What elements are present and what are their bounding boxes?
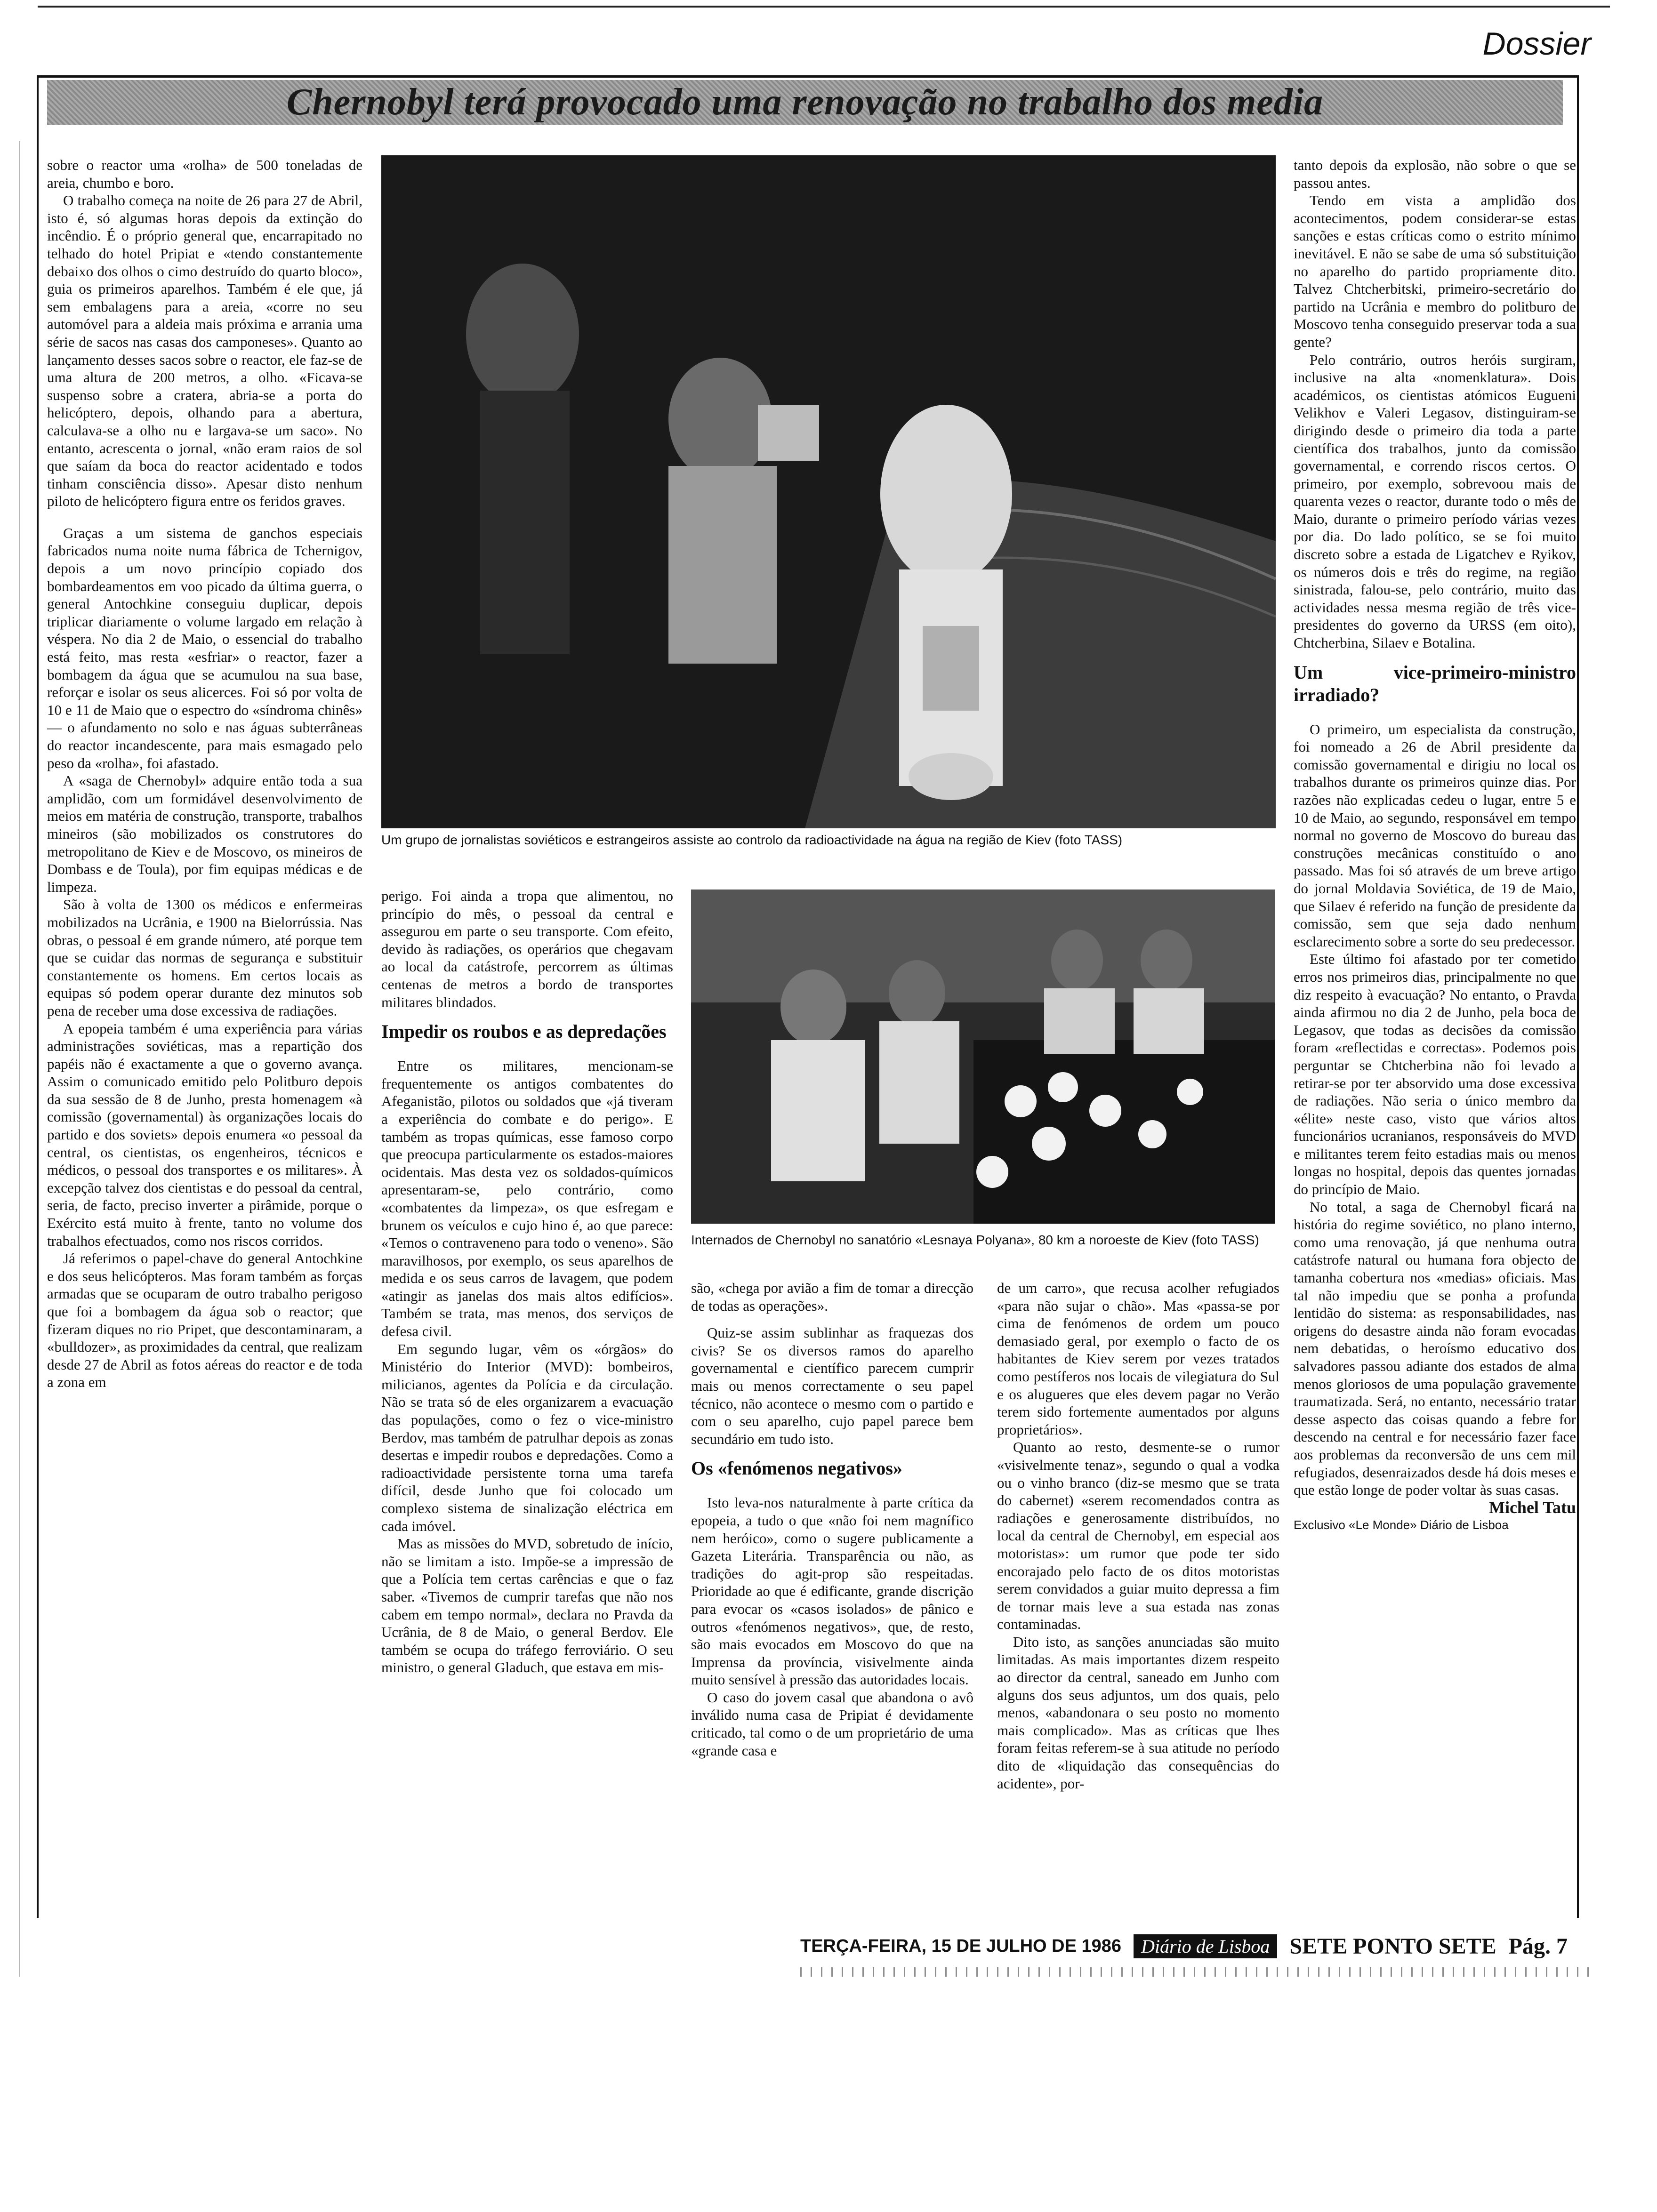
paragraph: sobre o reactor uma «rolha» de 500 toneladas de areia, chumbo e boro. xyxy=(47,157,362,191)
scan-noise xyxy=(800,1967,1591,1977)
paragraph: Entre os militares, mencionam-se frequentemente os antigos combatentes do Afeganistão, pilotos ou soldados que «já tiveram a experiência do combate e do perigo». E também as tropas químicas, esse famoso corpo que preocupa particularmente os estados-maiores ocidentais. Mas desta vez os soldados-químicos apresentaram-se, pelo contrário, como «combatentes da limpeza», os que esfregam e brunem os veículos e cujo hino é, ao que parece: «Temos o contraveneno para todo o veneno». São maravilhosos, por exemplo, os seus aparelhos de medida e os seus carros de lavagem, que podem «atingir as janelas dos mais altos edifícios». Também se trata, mas menos, dos serviços de defesa civil. xyxy=(381,1058,673,1340)
section-label: Dossier xyxy=(1482,26,1591,62)
photo-sanatorium-image xyxy=(691,890,1275,1224)
paragraph: Este último foi afastado por ter cometido erros nos primeiros dias, principalmente no que diz respeito à evacuação? No entanto, o Pravda ainda afirmou no dia 2 de Junho, pela boca de Legasov, que todas as decisões da comissão foram «reflectidas e correctas». Podemos pois perguntar se Chtcherbina não foi levado a retirar-se por ter absorvido uma dose excessiva de radiações. Não seria o único membro da «élite» neste caso, visto que vários altos funcionários ucranianos, responsáveis do MVD e militantes terem feito estadias mais ou menos longas no hospital, depois das quentes jornadas do princípio de Maio. xyxy=(1294,951,1576,1198)
paragraph: são, «chega por avião a fim de tomar a direcção de todas as operações». xyxy=(691,1280,973,1314)
paragraph: No total, a saga de Chernobyl ficará na história do regime soviético, no plano interno, como uma renovação, já que nenhuma outra catástrofe natural ou humana fora objecto de tamanha cobertura nos «medias» oficiais. Mas tal não impediu que se ponha a profunda lentidão do sistema: as responsabilidades, nas origens do desastre ainda não foram evocadas nem debatidas, o heroísmo educativo dos salvadores passou adiante dos estados de alma menos gloriosos de uma população gravemente traumatizada. Será, no entanto, necessário tratar desse aspecto das coisas quando a febre for descendo na central e for necessário fazer face aos problemas da reconversão de uns cem mil refugiados, desenraizados desde há dois meses e que estão longe de poder voltar às suas casas. xyxy=(1294,1198,1576,1499)
column-3 xyxy=(691,1279,973,1759)
paragraph: Isto leva-nos naturalmente à parte crítica da epopeia, a tudo o que «não foi nem magnífico nem heróico», como o sugere publicamente a Gazeta Literária. Transparência ou não, as tradições do agit-prop são respeitadas. Prioridade ao que é edificante, grande discrição para evocar os «casos isolados» de pânico e outros «fenómenos negativos», que, de resto, são mais evocados em Moscovo do que na Imprensa da província, visivelmente ainda muito sensível à pressão das autoridades locais. xyxy=(691,1494,973,1688)
paragraph: Dito isto, as sanções anunciadas são muito limitadas. As mais importantes dizem respeito ao director da central, saneado em Junho com alguns dos seus adjuntos, um dos quais, pelo menos, «abandonara o seu posto no momento mais complicado». Mas as críticas que lhes foram feitas referem-se à sua atitude no período dito de «liquidação das consequências do acidente», por- xyxy=(997,1633,1279,1792)
paragraph: Mas as missões do MVD, sobretudo de início, não se limitam a isto. Impõe-se a impressão de que a Polícia tem certas carências e que o faz saber. «Tivemos de cumprir tarefas que não nos cabem em tempo normal», declara no Pravda da Ucrânia, de 8 de Maio, o general Berdov. Ele também se ocupa do tráfego ferroviário. O seu ministro, o general Gladuch, que estava em mis- xyxy=(381,1535,673,1676)
page-number: Pág. 7 xyxy=(1508,1933,1568,1959)
paragraph: São à volta de 1300 os médicos e enfermeiras mobilizados na Ucrânia, e 1900 na Bielorrússia. Nas obras, o pessoal é em grande número, até porque tem que se cuidar das normas de segurança e substituir constantemente os homens. Em certos locais as equipas só podem operar durante dez minutos sob pena de receber uma dose excessiva de radiações. xyxy=(47,896,362,1019)
photo-journalists-radioactivity xyxy=(381,155,1276,828)
paragraph: Tendo em vista a amplidão dos acontecimentos, podem considerar-se estas sanções e estas críticas como o estrito mínimo inevitável. E não se sabe de uma só substituição no aparelho do partido propriamente dito. Talvez Chtcherbitski, primeiro-secretário do partido na Ucrânia e membro do politburo de Moscovo tenha conseguido preservar toda a sua gente? xyxy=(1294,192,1576,350)
paragraph: de um carro», que recusa acolher refugiados «para não sujar o chão». Mas «passa-se por cima de fenómenos de ordem um pouco demasiado geral, por exemplo o facto de os habitantes de Kiev serem por vezes tratados como pestíferos nos locais de vilegiatura do Sul e os alugueres que eles devem pagar no Verão terem sido fortemente aumentados por alguns proprietários». xyxy=(997,1280,1279,1438)
subheading: Um vice-primeiro-ministro irradiado? xyxy=(1294,661,1576,705)
column-1 xyxy=(47,156,362,1391)
photo-caption: Um grupo de jornalistas soviéticos e estrangeiros assiste ao controlo da radioactividade na água na região de Kiev (foto TASS) xyxy=(381,833,1123,847)
source-credit: Exclusivo «Le Monde» Diário de Lisboa xyxy=(1294,1518,1509,1532)
paragraph: Quanto ao resto, desmente-se o rumor «visivelmente tenaz», segundo o qual a vodka ou o vinho branco (diz-se mesmo que se trata do cabernet) «serem recomendados contra as radiações e generosamente distribuídos, no local da central de Chernobyl, em especial aos motoristas»: um rumor que pode ter sido encorajado pelo facto de os ditos motoristas serem convidados a guiar muito depressa a fim de tornar mais leve a sua estada nas zonas contaminadas. xyxy=(997,1439,1279,1633)
photo-sanatorium xyxy=(691,890,1275,1224)
paragraph: O primeiro, um especialista da construção, foi nomeado a 26 de Abril presidente da comissão governamental e dirigiu no local os trabalhos durante os primeiros quinze dias. Por razões não explicadas cedeu o lugar, entre 5 e 10 de Maio, ao segundo, responsável em tempo normal no governo de Moscovo do bureau das construções mecânicas constituído o ano passado. Mas foi só através de um breve artigo do jornal Moldavia Soviética, de 19 de Maio, que Silaev é referido na função de presidente da comissão, sem que seja dado nenhum esclarecimento sobre a sorte do seu predecessor. xyxy=(1294,721,1576,950)
paragraph: tanto depois da explosão, não sobre o que se passou antes. xyxy=(1294,157,1576,191)
headline: Chernobyl terá provocado uma renovação no trabalho dos media xyxy=(47,80,1563,125)
supplement-name: SETE PONTO SETE xyxy=(1289,1933,1496,1959)
paragraph: Pelo contrário, outros heróis surgiram, inclusive na alta «nomenklatura». Dois académicos, os cientistas atómicos Eugueni Velikhov e Valeri Legasov, distinguiram-se dirigindo desde o primeiro dia toda a parte científica dos trabalhos, junto da comissão governamental, e correndo riscos certos. O primeiro, por exemplo, sobrevoou mais de quarenta vezes o reactor, durante todo o mês de Maio, durante o primeiro período várias vezes por dia. Do lado político, se se foi muito discreto sobre a estada de Ligatchev e Ryikov, os números dois e três do regime, na região sinistrada, falou-se, pelo contrário, muito das actividades nessa mesma região de três vice-presidentes do governo da URSS (em oito), Chtcherbina, Silaev e Botalina. xyxy=(1294,351,1576,651)
paragraph: Em segundo lugar, vêm os «órgãos» do Ministério do Interior (MVD): bombeiros, milicianos, agentes da Polícia e da circulação. Não se trata só de eles organizarem a evacuação das populações, como o fez o vice-ministro Berdov, mas também de patrulhar depois as zonas desertas e impedir roubos e depredações. Como a radioactividade persistente torna uma tarefa difícil, desde Junho que foi colocado um complexo sistema de sinalização eléctrica em cada imóvel. xyxy=(381,1340,673,1534)
paragraph: O caso do jovem casal que abandona o avô inválido numa casa de Pripiat é devidamente criticado, tal como o de um proprietário de uma «grande casa e xyxy=(691,1689,973,1759)
paragraph: Quiz-se assim sublinhar as fraquezas dos civis? Se os diversos ramos do aparelho governamental e científico parecem cumprir mais ou menos correctamente o seu papel técnico, não acontece o mesmo com o partido e com o seu aparelho, cujo papel parece bem secundário em tudo isto. xyxy=(691,1324,973,1447)
newspaper-logo: Diário de Lisboa xyxy=(1134,1934,1277,1958)
author-signature: Michel Tatu xyxy=(1488,1498,1576,1517)
paragraph: O trabalho começa na noite de 26 para 27 de Abril, isto é, só algumas horas depois da extinção do incêndio. É o próprio general que, encarrapitado no telhado do hotel Pripiat e «tendo constantemente debaixo dos olhos o cimo destruído do quarto bloco», guia os primeiros aparelhos. Também é ele que, já sem embalagens para a areia, «corre no seu automóvel para a aldeia mais próxima e arrania uma série de sacos nas casas dos camponeses». Quanto ao lançamento desses sacos sobre o reactor, ele faz-se de uma altura de 200 metros, a olho. «Ficava-se suspenso sobre a cratera, abria-se a porta do helicóptero, depois, olhando para a abertura, calculava-se a olho nu e largava-se um saco». No entanto, acrescenta o jornal, «não eram raios de sol que saíam da boca do reactor acidentado e todos tinham consciência disso». Apesar disto nenhum piloto de helicóptero figura entre os feridos graves. xyxy=(47,192,362,510)
paragraph: perigo. Foi ainda a tropa que alimentou, no princípio do mês, o pessoal da central e assegurou em parte o seu transporte. Com efeito, devido às radiações, os operários que chegavam ao local da catástrofe, percorrem as últimas centenas de metros a bordo de transportes militares blindados. xyxy=(381,888,673,1010)
photo-journalists-image xyxy=(381,155,1276,828)
paragraph: Já referimos o papel-chave do general Antochkine e dos seus helicópteros. Mas foram também as forças armadas que se ocuparam de outro trabalho perigoso que foi a bombagem da água sob o reactor; que fizeram diques no rio Pripet, que descontaminaram, a «bulldozer», as proximidades da central, que realizam desde 27 de Abril as fotos aéreas do reactor e de toda a zona em xyxy=(47,1250,362,1391)
photo-caption: Internados de Chernobyl no sanatório «Lesnaya Polyana», 80 km a noroeste de Kiev (foto TASS) xyxy=(691,1233,1259,1247)
subheading: Os «fenómenos negativos» xyxy=(691,1458,902,1479)
paragraph: A epopeia também é uma experiência para várias administrações soviéticas, mas a repartição dos papéis não é exactamente a que o governo avança. Assim o comunicado emitido pelo Politburo depois da sua sessão de 8 de Junho, presta homenagem «à comissão (governamental) às organizações locais do partido e dos soviets» depois enumera «o pessoal da central, os cientistas, os engenheiros, técnicos e médicos, o pessoal dos transportes e os militares». À excepção talvez dos cientistas e do pessoal da central, seria, de facto, preciso inverter a pirâmide, porque o Exército está muito à frente, tanto no volume dos trabalhos efectuados, como nos riscos corridos. xyxy=(47,1020,362,1249)
top-rule xyxy=(38,6,1610,8)
subheading: Impedir os roubos e as depredações xyxy=(381,1021,667,1042)
column-5 xyxy=(1294,156,1576,1534)
column-2 xyxy=(381,887,673,1676)
column-4 xyxy=(997,1279,1279,1792)
paragraph: Graças a um sistema de ganchos especiais fabricados numa noite numa fábrica de Tchernigov, depois a um novo princípio copiado dos bombardeamentos em voo picado da última guerra, o general Antochkine conseguiu duplicar, depois triplicar diariamente o volume largado em relação à véspera. No dia 2 de Maio, o essencial do trabalho está feito, mas resta «esfriar» o reactor, fazer a bombagem da água que se acumulou na sua base, reforçar e isolar os seus alicerces. Foi só por volta de 10 e 11 de Maio que o espectro do «síndroma chinês» — o afundamento no solo e nas águas subterrâneas do reactor incandescente, para mais esmagado pelo peso da «rolha», foi afastado. xyxy=(47,524,362,771)
page-footer xyxy=(800,1930,1591,1963)
publication-date: TERÇA-FEIRA, 15 DE JULHO DE 1986 xyxy=(800,1936,1122,1956)
scan-edge xyxy=(19,141,20,1977)
paragraph: A «saga de Chernobyl» adquire então toda a sua amplidão, com um formidável desenvolvimento de meios em matéria de construção, transporte, trabalhos mineiros (são mobilizados os construtores do metropolitano de Kiev e de Moscovo, os mineiros de Dombass e de Toula), por fim equipas médicas e de limpeza. xyxy=(47,772,362,895)
